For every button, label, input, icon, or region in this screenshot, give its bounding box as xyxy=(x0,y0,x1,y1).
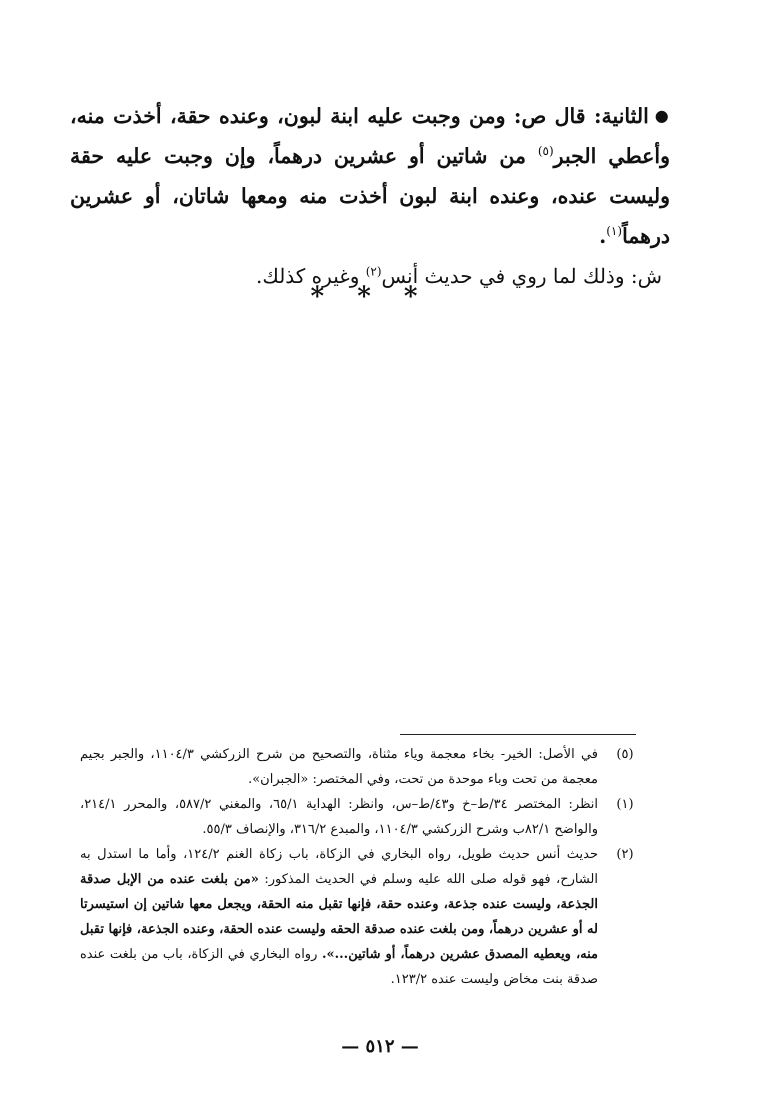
footnotes xyxy=(80,742,642,992)
footnote-number: (٢) xyxy=(616,847,634,862)
main-text xyxy=(70,96,670,296)
footnote-text: حديث أنس حديث طويل، رواه البخاري في الزكاة، باب زكاة الغنم ١٢٤/٢، وأما ما استدل به الشارح، فهو قوله صلى الله عليه وسلم في الحديث المذكور: xyxy=(80,847,598,887)
paragraph-rule-two xyxy=(70,96,670,256)
footnote-text: «من بلغت عنده من الإبل صدقة الجذعة، وليست عنده جذعة، وعنده حقة، فإنها تقبل منه الحقة، ويجعل معها شاتين إن استيسرتا له أو عشرين درهماً، ومن بلغت عنده صدقة الحقه وليست عنده الحقة، وعنده الجذعة، فإنها تقبل منه، ويعطيه المصدق عشرين درهماً، أو شاتين...». xyxy=(80,872,599,962)
paragraph-text: . xyxy=(599,224,607,248)
footnote-number: (١) xyxy=(616,797,634,812)
footnote-ref: (٥) xyxy=(537,144,554,159)
bullet-icon: ● xyxy=(654,106,670,125)
footnote-item xyxy=(80,842,642,992)
paragraph-text: وغيره كذلك. xyxy=(256,264,366,288)
section-separator: * * * xyxy=(310,282,430,312)
footnote-text: انظر: المختصر ٣٤/ط–خ و٤٣/ط–س، وانظر: الهداية ٦٥/١، والمغني ٥٨٧/٢، والمحرر ٢١٤/١، والواضح ٨٢/١ب وشرح الزركشي ١١٠٤/٣، والمبدع ٣١٦/٢، والإنصاف ٥٥/٣. xyxy=(80,797,599,837)
footnote-item xyxy=(80,742,642,792)
paragraph-text: من شاتين أو عشرين درهماً، وإن وجبت عليه حقة وليست عنده، وعنده ابنة لبون أخذت منه ومعها شاتان، أو عشرين درهماً xyxy=(70,144,670,248)
footnote-number: (٥) xyxy=(616,747,634,762)
footnote-text: في الأصل: الخير- بخاء معجمة وياء مثناة، والتصحيح من شرح الزركشي ١١٠٤/٣، والجبر بجيم معجمة من تحت وباء موحدة من تحت، وفي المختصر: «الجبران». xyxy=(80,747,598,787)
footnote-text: رواه البخاري في الزكاة، باب من بلغت عنده صدقة بنت مخاض وليست عنده ١٢٣/٢. xyxy=(80,947,598,987)
footnote-divider xyxy=(400,734,636,735)
paragraph-text: ش: وذلك لما روي في حديث أنس xyxy=(381,264,662,288)
page-number: — ٥١٢ — xyxy=(341,1036,419,1057)
footnote-ref: (١) xyxy=(606,224,623,239)
footnote-item xyxy=(80,792,642,842)
paragraph-text: الثانية: قال ص: ومن وجبت عليه ابنة لبون، وعنده حقة، أخذت منه، وأعطي الجبر xyxy=(70,104,670,168)
footnote-ref: (٢) xyxy=(365,264,382,279)
